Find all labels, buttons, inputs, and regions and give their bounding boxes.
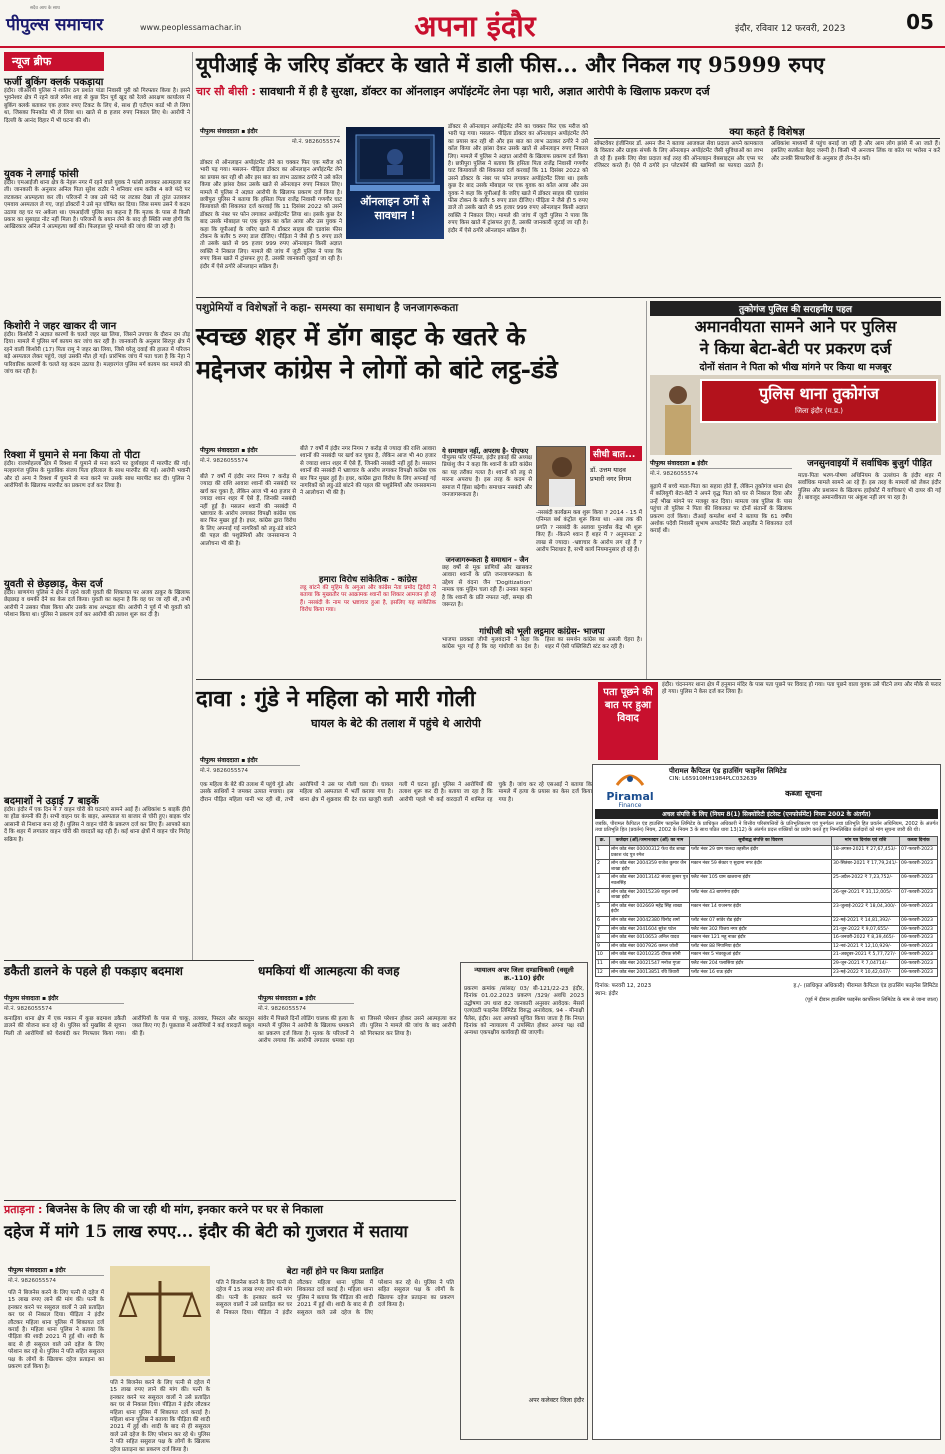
notice-cell: 7	[596, 925, 610, 934]
brief-body: इंदौर। किशोरी ने अज्ञात कारणों के चलते जहर खा लिया, जिसने उपचार के दौरान दम तोड़ दिया। मामले में पुलिस मर्ग कायम कर जांच कर रही है। जानकारी के अनुसार सिरपुर क्षेत्र में रहने वाली किशोरी (17) पिता रामू ने जहर खा लिया, जिसे घरेलू दवाई की हालत में परिजन बड़े अस्पताल लेकर पहुंचे, जहां उसकी मौत हो गई। प्रारंभिक जांच में पता चला है कि नेहा ने पारिवारिक कारणों के चलते यह कदम उठाया है। मल्हारगंज पुलिस मर्ग कायम कर मामले की जांच कर रही है।	[4, 332, 190, 376]
notice-cell: 21-जून-2022 ₹ 9,07,655/-	[832, 925, 900, 934]
notice-cell: 07-फरवरी-2023	[900, 846, 938, 860]
piramal-cin: CIN: L65910MH1984PLC032639	[669, 776, 757, 782]
tukoganj-kicker: तुकोगंज पुलिस की सराहनीय पहल	[650, 301, 941, 316]
notice-row	[596, 902, 938, 916]
piramal-title: कब्जा सूचना	[785, 789, 822, 798]
notice-cell: लोन कोड नंबर 20013142 संजय कुमार पुत्र नवलसिंह	[610, 874, 690, 888]
murder-sidebox-body: इंदौर। चंदननगर थाना क्षेत्र में हनुमान मंदिर के पास पता पूछने पर विवाद हो गया। पता पूछने वाला युवक उसे पीटने लगा और मौके से फरार हो गया। पुलिस ने केस दर्ज कर लिया है।	[662, 682, 941, 696]
notice-cell: प्लॉट नंबर 16 राऊ इंदौर	[690, 968, 832, 977]
tukoganj-byline-block	[650, 459, 792, 481]
dowry-byline: पीपुल्स संवाददाता ▪ इंदौर	[8, 1266, 104, 1276]
notice-cell: 09-फरवरी-2023	[900, 916, 938, 925]
dowry-subhead: बेटा नहीं होने पर किया प्रताड़ित	[286, 1267, 384, 1277]
notice-cell: 07-फरवरी-2023	[900, 888, 938, 902]
notice-cell: प्लॉट नंबर 43 बाणगंगा इंदौर	[690, 888, 832, 902]
tukoganj-byline: पीपुल्स संवाददाता ▪ इंदौर	[650, 459, 792, 469]
notice-row	[596, 934, 938, 943]
brief-body: इंदौर। राजमोहल्ला क्षेत्र में रिक्शा में घुमाने से मना करने पर दुर्व्यवहार में मारपीट की गई। मल्हारगंज पुलिस के मुताबिक संजय पिता हरिलाल के साथ मारपीट की गई। आरोपी भवानी और दो अन्य ने रिक्शा में घुमाने से मना करने पर उसके साथ मारपीट कर दी। पुलिस ने आरोपियों के खिलाफ मारपीट का प्रकरण दर्ज कर लिया है।	[4, 461, 190, 490]
notice-cell: प्लॉट नंबर 88 निपानिया इंदौर	[690, 942, 832, 951]
sidebox-body: -नसबंदी कार्यक्रम कब शुरू किया ? 2014 - 15 में एनिमल बर्थ कंट्रोल शुरू किया था। -अब तक की प्रगति ? नसबंदी के अलावा पुनर्वास केंद्र भी शुरू किए हैं। -कितने श्वान हैं शहर में ? अनुमानतः 2 लाख से ज्यादा। -भ्रष्टाचार के आरोप लग रहे हैं ? आरोप निराधार है, सभी कार्य नियमानुसार हो रहे हैं।	[536, 510, 642, 554]
notice-cell: 11	[596, 959, 610, 968]
dog-byline-block	[200, 446, 296, 470]
notice-cell: 30-सितंबर-2021 ₹ 17,79,241/-	[832, 860, 900, 874]
lead-image	[346, 127, 444, 239]
section-title: अपना इंदौर	[414, 9, 536, 43]
dog-mobile: मो.नं. 9826055574	[200, 458, 249, 464]
piramal-footer-place: स्थान: इंदौर	[595, 991, 618, 998]
tukoganj-subhead: दोनों संतान ने पिता को भीख मांगने पर किया था मजबूर	[699, 362, 892, 373]
col-header: सूचीबद्ध संपत्ति का विवरण	[690, 837, 832, 846]
piramal-subtitle: अचल संपत्ति के लिए (नियम 8(1) सिक्योरिटी इंटरेस्ट (एनफोर्समेंट) नियम 2002 के अंतर्गत)	[595, 809, 938, 819]
notice-row	[596, 846, 938, 860]
dowry-kicker-text: बिजनेस के लिए की जा रही थी मांग, इनकार करने पर घर से निकाला	[46, 1203, 324, 1216]
sidebox-photo	[536, 446, 586, 506]
piramal-notice	[592, 764, 941, 1440]
col-header: कर्जदार (ओं)/जमानतदार (ओं) का नाम	[610, 837, 690, 846]
dowry-mobile: मो.नं. 9826055574	[8, 1278, 57, 1284]
piramal-table	[595, 836, 938, 977]
notice-cell: लोन कोड नंबर 2004359 राजेश कुमार जैन शाखा इंदौर	[610, 860, 690, 874]
mid-rule	[196, 679, 941, 680]
notice-row	[596, 968, 938, 977]
notice-cell: 18-अगस्त-2021 ₹ 27,67,453/-	[832, 846, 900, 860]
brief-body: इंदौर। इंदौर में एक दिन में 7 वाहन चोरी की घटनाएं सामने आई हैं। अधिकांश 5 बाइकें हीरो या होंडा कंपनी की हैं। सभी वाहन घर के बाहर, अस्पताल या बाजार से चोरी हुए। बाइक चोर आसानी से निशाना बना रहे हैं। पुलिस ने वाहन चोरी के प्रकरण दर्ज कर लिए हैं। आपको बता दें कि शहर में लगातार वाहन चोरी की वारदातें बढ़ रही हैं। कई थाना क्षेत्रों में वाहन चोर गिरोह सक्रिय है।	[4, 807, 190, 843]
dacoity-mobile: मो.नं. 9826055574	[4, 1006, 53, 1012]
tukoganj-headline-line2: ने किया बेटा-बेटी पर प्रकरण दर्ज	[699, 339, 892, 358]
brief-body: इंदौर। जीआरपी पुलिस ने शातिर ठग प्रशांत पांडा निवासी पुरी को गिरफ्तार किया है। इसने भुवनेश्वर क्षेत्र में रहने वाले रुपेश शाह से कुछ दिन पूर्व खुद को रेलवे आरक्षण कार्यालय में बुकिंग क्लर्क बताकर एक हजार रुपए टिकट के लिए थे, साथ ही एटीएम कार्ड भी ले लिया था, जिसका पिनकोड भी ले लिया था। खाते से 8 हजार रुपए निकाल लिए थे। आरोपी ने दिल्ली के आनंद विहार में भी घटना की थी।	[4, 88, 190, 124]
notice-cell: लोन कोड नंबर 00000312 फेथ रोड शाखा प्रकाश चंद पुत्र रमेश	[610, 846, 690, 860]
piramal-company: पीरामल कैपिटल एंड हाउसिंग फाइनेंस लिमिटेड	[669, 767, 787, 775]
dacoity-body: कनाड़िया थाना क्षेत्र में एक मकान में कुछ बदमाश डकैती डालने की योजना बना रहे थे। पुलिस को मुखबिर से सूचना मिली तो आरोपियों को घेराबंदी कर गिरफ्तार किया गया। आरोपियों के पास से चाकू, तलवार, पिस्टल और कारतूस जब्त किए गए हैं। पूछताछ में आरोपियों ने कई वारदातें कबूल की हैं।	[4, 1016, 254, 1037]
lead-body: डॉक्टर से ऑनलाइन अपॉइंटमेंट लेने का चक्कर फिर एक मरीज को भारी पड़ गया। मसलन- पीड़िता डॉक्टर का ऑनलाइन अपॉइंटमेंट लेने का प्रयास कर रही थी और इस बात का लाभ उठाकर ठगोरे ने उसे कॉल किया और झांसा देकर उसके खाते से ऑनलाइन रुपए निकाल लिए। मामले में पुलिस ने अज्ञात आरोपी के खिलाफ प्रकरण दर्ज किया है। छत्रीपुरा पुलिस ने बताया कि हसिता पिता राजेंद्र निवासी गणगौर घाट कियावाले की शिकायत दर्ज करवाई कि 11 दिसंबर 2022 को उसने डॉक्टर के नंबर पर फोन लगाकर अपॉइंटमेंट लिया था। इसके कुछ देर बाद उसके मोबाइल पर एक युवक का कॉल आया और उस युवक ने कहा कि यूपीआई के जरिए खाते में डॉक्टर साहब की एडवांस फीस टोकन के बतौर 5 रुपए डाल दीजिए। पीड़िता ने जैसे ही 5 रुपए डाले तो उसके खाते से 95 हजार 999 रुपए ऑनलाइन किसी अज्ञात व्यक्ति ने निकाल लिए। मामले की जांच में जुटी पुलिस ने पाया कि रुपए किस खाते में ट्रांसफर हुए हैं, उसकी जानकारी जुटाई जा रही है। इंदौर में ऐसे ठगोरे ऑनलाइन सक्रिय हैं।	[200, 160, 342, 270]
dacoity-story	[4, 962, 254, 1198]
notice-row	[596, 916, 938, 925]
sidebox-heading: सीधी बात...	[590, 446, 642, 461]
scales-of-justice-icon	[110, 1266, 210, 1376]
notice-cell: 09-फरवरी-2023	[900, 959, 938, 968]
lead-bottom-rule	[196, 297, 941, 298]
expert-heading: क्या कहते हैं विशेषज्ञ	[594, 124, 940, 139]
notice-cell: 1	[596, 846, 610, 860]
dog-awareness-box	[442, 556, 532, 626]
lead-image-caption: ऑनलाइन ठगों से सावधान !	[360, 195, 430, 222]
notice-row	[596, 959, 938, 968]
notice-cell: 09-फरवरी-2023	[900, 968, 938, 977]
news-brief-sidebar	[4, 52, 190, 960]
brief-headline: युवती से छेड़छाड़, केस दर्ज	[4, 579, 103, 590]
notice-cell: 22-मई-2021 ₹ 14,81,392/-	[832, 916, 900, 925]
police-station-sign-sub: जिला इंदौर (म.प्र.)	[795, 407, 843, 415]
police-station-sign	[700, 379, 938, 423]
murder-sidebox	[598, 682, 658, 760]
tukoganj-box-heading: जनसुनवाइयों में सर्वाधिक बुजुर्ग पीड़ित	[807, 459, 932, 469]
notice-cell: 09-फरवरी-2023	[900, 951, 938, 960]
murder-subhead: घायल के बेटे की तलाश में पहुंचे थे आरोपी	[311, 717, 481, 730]
notice-cell: 8	[596, 934, 610, 943]
dog-quote-heading: ये समाधान नहीं, अपराध है- पीएफए	[442, 447, 529, 455]
col-header: क्र.	[596, 837, 610, 846]
murder-mobile: मो.नं. 9826055574	[200, 768, 249, 774]
lead-body-col2: डॉक्टर से ऑनलाइन अपॉइंटमेंट लेने का चक्कर फिर एक मरीज को भारी पड़ गया। मसलन- पीड़िता डॉक्टर का ऑनलाइन अपॉइंटमेंट लेने का प्रयास कर रही थी और इस बात का लाभ उठाकर ठगोरे ने उसे कॉल किया और झांसा देकर उसके खाते से ऑनलाइन रुपए निकाल लिए। मामले में पुलिस ने अज्ञात आरोपी के खिलाफ प्रकरण दर्ज किया है। छत्रीपुरा पुलिस ने बताया कि हसिता पिता राजेंद्र निवासी गणगौर घाट कियावाले की शिकायत दर्ज करवाई कि 11 दिसंबर 2022 को उसने डॉक्टर के नंबर पर फोन लगाकर अपॉइंटमेंट लिया था। इसके कुछ देर बाद उसके मोबाइल पर एक युवक का कॉल आया और उस युवक ने कहा कि यूपीआई के जरिए खाते में डॉक्टर साहब की एडवांस फीस टोकन के बतौर 5 रुपए डाल दीजिए। पीड़िता ने जैसे ही 5 रुपए डाले तो उसके खाते से 95 हजार 999 रुपए ऑनलाइन किसी अज्ञात व्यक्ति ने निकाल लिए। मामले की जांच में जुटी पुलिस ने पाया कि रुपए किस खाते में ट्रांसफर हुए हैं, उसकी जानकारी जुटाई जा रही है। इंदौर में ऐसे ठगोरे ऑनलाइन सक्रिय हैं।	[448, 124, 588, 234]
dog-awareness-heading: जनजागरूकता है समाधान - जैन	[445, 556, 529, 564]
notice-cell: मकान नंबर 59 सेक्टर ए सुदामा नगर इंदौर	[690, 860, 832, 874]
murder-byline: पीपुल्स संवाददाता ▪ इंदौर	[200, 756, 300, 766]
police-station-sign-text: पुलिस थाना तुकोगंज	[759, 384, 879, 403]
lead-headline: यूपीआई के जरिए डॉक्टर के खाते में डाली फीस... और निकल गए 95999 रुपए	[196, 52, 825, 77]
piramal-logo-sub: Finance	[618, 802, 642, 809]
piramal-logo	[595, 767, 665, 807]
notice-cell: फ्लैट नंबर 105 ग्राम खजराना इंदौर	[690, 874, 832, 888]
dog-sidebox	[536, 446, 642, 624]
tukoganj-photo	[650, 375, 941, 455]
brief-item	[4, 74, 190, 163]
dog-body: बीते 7 वर्षों में इंदौर नगर निगम 7 करोड़ से ज्यादा की राशि आवारा श्वानों की नसबंदी पर खर्च कर चुका है, लेकिन आज भी 40 हजार से ज्यादा श्वान शहर में ऐसे हैं, जिनकी नसबंदी नहीं हुई है। मसलन श्वानों की नसबंदी में भ्रष्टाचार के आरोप लगाकर विपक्षी कांग्रेस एक बार फिर मुखर हुई है। इधर, कांग्रेस द्वारा विरोध के लिए अपनाई गई नागरिकों को लट्ठ-डंडे बांटने की पहल की पशुप्रेमियों और जनसामान्य ने आलोचना भी की है।	[200, 474, 296, 547]
notice-cell: 3	[596, 874, 610, 888]
dacoity-top-rule	[4, 960, 254, 961]
notice-cell: 09-फरवरी-2023	[900, 934, 938, 943]
court-notice-title: न्यायालय अपर जिला दण्डाधिकारी (वसूली क्र.-110) इंदौर	[474, 966, 574, 982]
news-brief-label: न्यूज ब्रीफ	[4, 52, 104, 71]
dog-body-col2: बीते 7 वर्षों में इंदौर नगर निगम 7 करोड़ से ज्यादा की राशि आवारा श्वानों की नसबंदी पर खर्च कर चुका है, लेकिन आज भी 40 हजार से ज्यादा श्वान शहर में ऐसे हैं, जिनकी नसबंदी नहीं हुई है। मसलन श्वानों की नसबंदी में भ्रष्टाचार के आरोप लगाकर विपक्षी कांग्रेस एक बार फिर मुखर हुई है। इधर, कांग्रेस द्वारा विरोध के लिए अपनाई गई नागरिकों को लट्ठ-डंडे बांटने की पहल की पशुप्रेमियों और जनसामान्य ने आलोचना भी की है।	[300, 446, 436, 497]
sidebox-person: डॉ. उत्तम यादव	[590, 466, 626, 474]
dog-byline: पीपुल्स संवाददाता ▪ इंदौर	[200, 446, 296, 456]
piramal-intro: जबकि, पीरामल कैपिटल एंड हाउसिंग फाइनेंस लिमिटेड के प्राधिकृत अधिकारी ने वित्तीय परिसंपत्तियों के प्रतिभूतिकरण एवं पुनर्गठन तथा प्रतिभूति हित प्रवर्तन अधिनियम, 2002 के अंतर्गत तथा प्रतिभूति हित (प्रवर्तन) नियम, 2002 के नियम 3 के साथ पठित धारा 13(12) के अंतर्गत प्रदत्त शक्तियों का प्रयोग करते हुए निम्नलिखित कर्जदारों को मांग सूचना जारी की थी।	[595, 821, 938, 834]
website-link[interactable]: www.peoplessamachar.in	[140, 23, 242, 32]
dowry-story	[4, 1202, 456, 1262]
notice-cell: मकान नंबर 5 भंवरकुआं इंदौर	[690, 951, 832, 960]
dog-kicker: पशुप्रेमियों व विशेषज्ञों ने कहा- समस्या का समाधान है जनजागरूकता	[196, 302, 459, 314]
piramal-footer-note: (पूर्व में दीवान हाउसिंग फाइनेंस कार्पोरेशन लिमिटेड के नाम से जाना जाता)	[805, 997, 938, 1004]
tukoganj-mobile: मो.नं. 9826055574	[650, 471, 699, 477]
murder-headline: दावा : गुंडे ने महिला को मारी गोली	[196, 686, 476, 712]
notice-cell: लोन कोड नंबर 0010653 अनिल यादव	[610, 934, 690, 943]
notice-cell: 4	[596, 888, 610, 902]
notice-cell: प्लॉट नंबर 29 ग्राम पालदा तहसील इंदौर	[690, 846, 832, 860]
paper-tagline: सदैव आप के साथ	[30, 6, 60, 11]
notice-cell: 09-फरवरी-2023	[900, 902, 938, 916]
dacoity-headline: डकैती डालने के पहले ही पकड़ाए बदमाश	[4, 964, 183, 978]
notice-cell: 6	[596, 916, 610, 925]
notice-cell: फ्लैट नंबर 204 पलासिया इंदौर	[690, 959, 832, 968]
threat-story	[258, 962, 456, 1198]
brief-headline: युवक ने लगाई फांसी	[4, 169, 79, 180]
tukoganj-headline-line1: अमानवीयता सामने आने पर पुलिस	[694, 317, 897, 336]
notice-cell: 16-जनवरी-2022 ₹ 8,39,465/-	[832, 934, 900, 943]
dog-gandhi-heading: गांधीजी को भूली लट्ठमार कांग्रेस- भाजपा	[479, 627, 605, 637]
dowry-kicker: प्रताड़ना :	[4, 1203, 43, 1216]
dog-headline-line1: स्वच्छ शहर में डॉग बाइट के खतरे के	[196, 322, 526, 351]
piramal-footer-date: दिनांक: फरवरी 12, 2023	[595, 983, 652, 990]
notice-cell: लोन कोड नंबर 0007926 कमल जोशी	[610, 942, 690, 951]
lead-subhead: सावधानी में ही है सुरक्षा, डॉक्टर का ऑनलाइन अपॉइंटमेंट लेना पड़ा भारी, अज्ञात आरोपी के खिलाफ प्रकरण दर्ज	[259, 85, 710, 98]
dog-protest-box	[300, 574, 436, 676]
brief-item	[4, 793, 190, 925]
dog-gandhi-box	[442, 626, 642, 676]
official-portrait	[537, 447, 587, 507]
brief-headline: फर्जी बुकिंग क्लर्क पकड़ाया	[4, 77, 104, 88]
col-header: मांग पत्र दिनांक एवं राशि	[832, 837, 900, 846]
dog-protest-heading: हमारा विरोध सांकेतिक - कांग्रेस	[319, 575, 417, 585]
notice-cell: फ्लैट नंबर 302 विजय नगर इंदौर	[690, 925, 832, 934]
col-header: कब्जा दिनांक	[900, 837, 938, 846]
notice-cell: लोन कोड नंबर 20021547 मनोज गुप्ता	[610, 959, 690, 968]
notice-cell: लोन कोड नंबर 20042380 विनोद शर्मा	[610, 916, 690, 925]
dowry-illustration	[110, 1266, 210, 1376]
notice-cell: 09-फरवरी-2023	[900, 874, 938, 888]
dowry-top-rule	[4, 1200, 456, 1201]
notice-cell: 10	[596, 951, 610, 960]
police-officer-figure	[658, 383, 698, 455]
expert-box	[594, 124, 940, 288]
murder-byline-block	[200, 756, 300, 778]
tukoganj-box-body: माता-पिता भरण-पोषण अधिनियम के उल्लंघन के इंदौर शहर में सर्वाधिक मामले सामने आ रहे हैं। इस तरह के मामलों को लेकर इंदौर पुलिस और प्रशासन के खिलाफ हाईकोर्ट में याचिकाएं भी दायर की गई हैं। बावजूद अमानवीयता पर अंकुश नहीं लग पा रहा है।	[798, 473, 941, 502]
brief-body: इंदौर। बाणगंगा पुलिस ने क्षेत्र में रहने वाली युवती की शिकायत पर अजय ठाकुर के खिलाफ छेड़छाड़ व धमकी देने का केस दर्ज किया। युवती का कहना है कि वह घर जा रही थी, तभी आरोपी ने उसका पीछा किया और उसके साथ अभद्रता की। आरोपी ने पूर्व में भी युवती को परेशान किया था। पुलिस ने प्रकरण दर्ज कर आरोपी की तलाश शुरू कर दी है।	[4, 590, 190, 619]
notice-cell: 25-अप्रैल-2022 ₹ 7,23,752/-	[832, 874, 900, 888]
notice-cell: 5	[596, 902, 610, 916]
notice-row	[596, 888, 938, 902]
murder-story	[196, 682, 596, 742]
tukoganj-body: बुढ़ापे में बच्चे माता-पिता का सहारा होते हैं, लेकिन तुकोगंज थाना क्षेत्र में कलियुगी बेटा-बेटी ने अपने वृद्ध पिता को घर से निकाल दिया और उन्हें भीख मांगने पर मजबूर कर दिया। मामला जब पुलिस के पास पहुंचा तो पुलिस ने पिता की शिकायत पर दोनों संतानों के खिलाफ प्रकरण दर्ज किया। टीआई कमलेश शर्मा ने बताया कि 61 वर्षीय अशोक पदेवी निवासी सुभाष अपार्टमेंट सिटी आइलैंड ने शिकायत दर्ज कराई थी।	[650, 484, 792, 535]
dowry-byline-block	[8, 1266, 104, 1288]
tukoganj-box	[798, 459, 941, 674]
brief-headline: रिक्शा में घुमाने से मना किया तो पीटा	[4, 450, 141, 461]
dog-right-divider	[646, 301, 647, 679]
expert-body: सॉफ्टवेयर इंजीनियर डॉ. अमन जैन ने बताया आजकल सेवा प्रदाता अपने कामकाज के विस्तार और ग्राहक संपर्क के लिए ऑनलाइन अपॉइंटमेंट जैसी सुविधाओं का लाभ ले रहे हैं। इसके लिए सेवा प्रदाता कई तरह की ऑनलाइन वेबसाइट्स और एप्स पर रजिस्टर करते हैं। ऐसे में ठगोरे इन प्लेटफॉर्म की खामियों का फायदा उठाते हैं। अधिकांश माध्यमों से पहुंच बनाई जा रही है और आम लोग झांसे में आ जाते हैं। इसलिए सतर्कता बेहद जरूरी है। किसी भी अनजान लिंक या कॉल पर भरोसा न करें और उनकी सिफारिशों के अनुसार ही लेन-देन करें।	[594, 141, 940, 170]
notice-row	[596, 942, 938, 951]
notice-row	[596, 925, 938, 934]
lead-mobile: मो.नं. 9826055574	[291, 139, 340, 145]
notice-row	[596, 874, 938, 888]
dog-protest-body: लट्ठ बांटने की मुहिम के अगुआ और कांग्रेस नेता प्रमोद द्विवेदी ने बताया कि मुख्यतौर पर आक्रामक श्वानों का शिकार आमजन हो रहे हैं। नसबंदी के नाम पर भ्रष्टाचार हुआ है, इसलिए यह सांकेतिक विरोध किया गया।	[300, 585, 436, 614]
notice-cell: लोन कोड नंबर 20015239 राहुल वर्मा शाखा इंदौर	[610, 888, 690, 902]
dog-quote-body: पीपुल्स फॉर एनिमल, इंदौर इकाई की अध्यक्ष प्रियांशु जैन ने कहा कि श्वानों के प्रति कांग्रेस का यह तरीका गलत है। श्वानों को लट्ठ से मारना अपराध है। इस तरह के कदम से समाज में हिंसा बढ़ेगी। समाधान नसबंदी और जनजागरूकता है।	[442, 455, 532, 499]
brief-item	[4, 318, 190, 444]
notice-cell: 23-जुलाई-2022 ₹ 18,04,300/-	[832, 902, 900, 916]
dog-headline-line2: मद्देनजर कांग्रेस ने लोगों को बांटे लट्ठ-डंडे	[196, 355, 558, 384]
notice-cell: 09-फरवरी-2023	[900, 860, 938, 874]
brief-item	[4, 576, 190, 790]
brief-headline: बदमाशों ने उड़ाई 7 बाइकें	[4, 796, 99, 807]
notice-cell: 12-नवं-2021 ₹ 12,10,929/-	[832, 942, 900, 951]
notice-cell: 23-मई-2022 ₹ 10,42,047/-	[832, 968, 900, 977]
notice-cell: प्लॉट नंबर 07 सांवेर रोड इंदौर	[690, 916, 832, 925]
paper-name: पीपुल्स समाचार	[6, 15, 104, 35]
notice-cell: 9	[596, 942, 610, 951]
dog-quote-box	[442, 446, 532, 556]
notice-row	[596, 860, 938, 874]
brief-headline: किशोरी ने जहर खाकर दी जान	[4, 321, 117, 332]
notice-cell: 26-जून-2021 ₹ 31,12,005/-	[832, 888, 900, 902]
dowry-headline: दहेज में मांगे 15 लाख रुपए... इंदौर की बेटी को गुजरात में सताया	[4, 1222, 408, 1241]
notice-cell: लोन कोड नंबर 20013851 रवि तिवारी	[610, 968, 690, 977]
lead-subhead-prefix: चार सौ बीसी :	[196, 85, 256, 98]
notice-cell: 12	[596, 968, 610, 977]
piramal-logo-text: Piramal	[606, 790, 654, 803]
dacoity-byline: पीपुल्स संवादाता ▪ इंदौर	[4, 994, 124, 1004]
dowry-body-col2: पति ने बिजनेस करने के लिए पत्नी से दहेज में 15 लाख रुपए लाने की मांग की। पत्नी के इनकार करने पर ससुराल वालों ने उसे प्रताड़ित कर घर से निकाल दिया। पीड़िता ने इंदौर लौटकर महिला थाना पुलिस में शिकायत दर्ज कराई है। महिला थाना पुलिस ने बताया कि पीड़िता की शादी 2021 में हुई थी। शादी के बाद से ही ससुराल वाले उसे दहेज के लिए परेशान कर रहे थे। पुलिस ने पति सहित ससुराल पक्ष के लोगों के खिलाफ दहेज प्रताड़ना का प्रकरण दर्ज किया है।	[110, 1380, 210, 1453]
sidebar-divider	[192, 52, 193, 960]
dowry-body-col1: पति ने बिजनेस करने के लिए पत्नी से दहेज में 15 लाख रुपए लाने की मांग की। पत्नी के इनकार करने पर ससुराल वालों ने उसे प्रताड़ित कर घर से निकाल दिया। पीड़िता ने इंदौर लौटकर महिला थाना पुलिस में शिकायत दर्ज कराई है। महिला थाना पुलिस ने बताया कि पीड़िता की शादी 2021 में हुई थी। शादी के बाद से ही ससुराल वाले उसे दहेज के लिए परेशान कर रहे थे। पुलिस ने पति सहित ससुराल पक्ष के लोगों के खिलाफ दहेज प्रताड़ना का प्रकरण दर्ज किया है।	[8, 1290, 104, 1371]
dog-awareness-body: छह वर्षों से मूक प्राणियों और खासकर आवारा श्वानों के प्रति जनजागरूकता के उद्देश्य से वंदना जैन 'Dogitization' नामक एक मुहिम चला रही हैं। उनका कहना है कि श्वानों के प्रति नफरत नहीं, समझ की जरूरत है।	[442, 565, 532, 609]
sidebox-role: प्रभारी नगर निगम	[590, 475, 632, 483]
court-notice-body: प्रकरण क्रमांक /सांसद/ 03/ बी-121/22-23 इंदौर, दिनांक 01.02.2023 प्रकरण /329/ अवधि 2023 उद्घोषणा उप धारा 82 जानकारी अनुसार आवेदक: मेसर्स एलएंडटी फाइनेंस लिमिटेड विरुद्ध अनावेदक, 94 - मीनाक्षी पैलेस, इंदौर। अतः आपको सूचित किया जाता है कि नियत दिनांक को न्यायालय में उपस्थित होकर अपना पक्ष रखें अन्यथा एकपक्षीय कार्यवाही की जाएगी।	[464, 986, 584, 1037]
page-number: 05	[906, 10, 934, 34]
notice-cell: 09-फरवरी-2023	[900, 925, 938, 934]
brief-item	[4, 447, 190, 573]
notice-cell: लोन कोड नंबर 02010235 दीपक सोनी	[610, 951, 690, 960]
lead-byline: पीपुल्स संवाददाता ▪ इंदौर	[200, 127, 340, 137]
murder-body: एक महिला के बेटे की तलाश में पहुंचे गुंडे और उसके साथियों ने जमकर उत्पात मचाया। इस दौरान पीड़ित महिला पानी भर रही थी, तभी आरोपियों ने उस पर गोली चला दी। घायल महिला को अस्पताल में भर्ती कराया गया है। थाना क्षेत्र में शुक्रवार की देर रात खजूरी वाली गली में घटना हुई। पुलिस ने आरोपियों की तलाश शुरू कर दी है। बताया जा रहा है कि आरोपी पहले भी कई वारदातों में शामिल रह चुके हैं। जांच कर रहे एसआई ने बताया कि मामले में हत्या के प्रयास का केस दर्ज किया गया है।	[200, 782, 592, 803]
notice-row	[596, 951, 938, 960]
notice-cell: 21-अक्टूबर-2021 ₹ 5,77,727/-	[832, 951, 900, 960]
dog-gandhi-body: भाजपा प्रवक्ता जीपी मुलवंदानी ने कहा कि कांग्रेस भूल गई है कि वह गांधीजी का देश है। हिंसा का समर्थन कांग्रेस का असली चेहरा है। शहर में ऐसी पब्लिसिटी स्टंट कर रही है।	[442, 637, 642, 651]
notice-cell: 29-जून-2021 ₹ 7,04714/-	[832, 959, 900, 968]
masthead-rule	[0, 46, 945, 48]
brief-body: इंदौर। एमआईजी थाना क्षेत्र के नेहरू नगर में रहने वाले युवक ने फांसी लगाकर आत्महत्या कर ली। जानकारी के अनुसार अनिल पिता सुरेश राठौर ने शनिवार शाम करीब 4 बजे फंदे पर लटककर आत्महत्या कर ली। परिजनों ने जब उसे फंदे पर लटका देखा तो तुरंत उतारकर एमवाय अस्पताल ले गए, जहां डॉक्टरों ने उसे मृत घोषित कर दिया। जिस समय उसने ये कदम उठाया वह घर पर अकेला था। एमआईजी पुलिस का कहना है कि मृतक के पास से किसी प्रकार का सुसाइड नोट नहीं मिला है। परिजनों के बयान लेने के बाद ही स्थिति स्पष्ट होगी कि आखिरकार अनिल ने आत्महत्या क्यों की। फिलहाल पूरे मामले की जांच की जा रही है।	[4, 180, 190, 231]
notice-cell: 09-फरवरी-2023	[900, 942, 938, 951]
threat-headline: धमकियां थीं आत्महत्या की वजह	[258, 964, 400, 978]
threat-mobile: मो.नं. 9826055574	[258, 1006, 307, 1012]
piramal-logo-icon	[615, 767, 645, 787]
notice-cell: मकान नंबर 14 राजनगर इंदौर	[690, 902, 832, 916]
notice-cell: मकान नंबर 121 महू नाका इंदौर	[690, 934, 832, 943]
masthead	[0, 0, 945, 50]
brief-item	[4, 166, 190, 315]
court-notice-sign: अपर कलेक्टर जिला इंदौर	[528, 1397, 584, 1404]
notice-cell: 2	[596, 860, 610, 874]
piramal-table-header	[596, 837, 938, 846]
notice-cell: लोन कोड नंबर 2041604 सुरेश पटेल	[610, 925, 690, 934]
date-line: इंदौर, रविवार 12 फरवरी, 2023	[735, 24, 846, 34]
threat-body: सांवेर में पिछले दिनों लोडिंग चालक की हत्या के मामले में पुलिस ने आरोपी के खिलाफ धमकाने का प्रकरण दर्ज किया है। मृतक के परिजनों ने आरोप लगाया कि आरोपी लगातार धमका रहा था जिससे परेशान होकर उसने आत्महत्या कर ली। पुलिस ने मामले की जांच के बाद आरोपी को गिरफ्तार कर लिया है।	[258, 1016, 456, 1045]
dowry-body-col3: पति ने बिजनेस करने के लिए पत्नी से दहेज में 15 लाख रुपए लाने की मांग की। पत्नी के इनकार करने पर ससुराल वालों ने उसे प्रताड़ित कर घर से निकाल दिया। पीड़िता ने इंदौर लौटकर महिला थाना पुलिस में शिकायत दर्ज कराई है। महिला थाना पुलिस ने बताया कि पीड़िता की शादी 2021 में हुई थी। शादी के बाद से ही ससुराल वाले उसे दहेज के लिए परेशान कर रहे थे। पुलिस ने पति सहित ससुराल पक्ष के लोगों के खिलाफ दहेज प्रताड़ना का प्रकरण दर्ज किया है।	[216, 1280, 454, 1316]
notice-cell: लोन कोड नंबर 002669 महेंद्र सिंह शाखा इंदौर	[610, 902, 690, 916]
lead-byline-block	[200, 127, 340, 157]
piramal-footer-sign: ह./- (प्राधिकृत अधिकारी) पीरामल कैपिटल एंड हाउसिंग फाइनेंस लिमिटेड	[793, 983, 938, 990]
threat-byline: पीपुल्स संवाददाता ▪ इंदौर	[258, 994, 354, 1004]
murder-sidebox-text: पता पूछने की बात पर हुआ विवाद	[603, 687, 653, 724]
court-notice	[460, 962, 588, 1440]
